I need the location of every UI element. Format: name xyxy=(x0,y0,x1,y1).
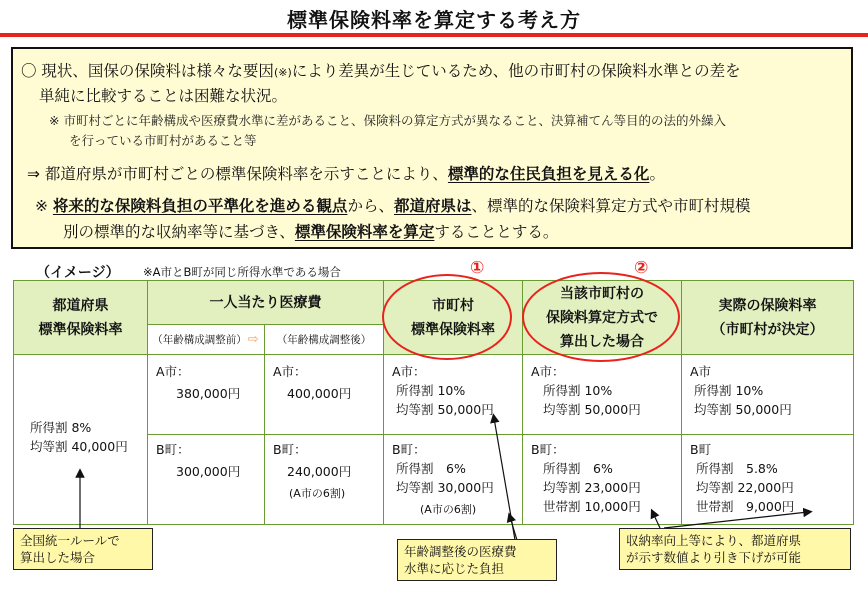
callout-national-rule xyxy=(13,528,153,570)
a-calc-equal: 均等割 50,000円 xyxy=(543,402,641,417)
subheader-after: （年齢構成調整後） xyxy=(265,325,384,355)
b-cost-after: 240,000円 xyxy=(287,464,352,479)
callout-line: 収納率向上等により、都道府県 xyxy=(626,533,802,548)
a-city-name: A市 xyxy=(690,364,712,379)
summary-line-2: 単純に比較することは困難な状況。 xyxy=(39,87,288,105)
page-title: 標準保険料率を算定する考え方 xyxy=(0,4,868,33)
b-muni-note: (A市の6割) xyxy=(420,503,477,516)
b-actual-income: 所得割 5.8% xyxy=(696,461,778,476)
a-cost-after: 400,000円 xyxy=(287,386,352,401)
a-calc-income: 所得割 10% xyxy=(543,383,613,398)
a-city-name: A市： xyxy=(392,364,426,379)
b-town-name: B町： xyxy=(273,442,307,457)
summary-note-1: ※ 市町村ごとに年齢構成や医療費水準に差があること、保険料の算定方式が異なること、決算補てん等目的の法的外繰入 xyxy=(49,113,726,128)
marker-1: ① xyxy=(470,258,485,278)
header-actual-rate: 実際の保険料率 （市町村が決定） xyxy=(682,281,854,355)
callout-line: が示す数値より引き下げが可能 xyxy=(626,550,802,565)
b-actual-household: 世帯割 9,000円 xyxy=(696,499,795,514)
summary-line-1: 〇 現状、国保の保険料は様々な要因(※)により差異が生じているため、他の市町村の保険料水準との差を xyxy=(21,62,741,80)
a-city-name: A市： xyxy=(156,364,190,379)
a-muni-income: 所得割 10% xyxy=(396,383,466,398)
image-label: （イメージ） xyxy=(36,265,120,281)
image-note: ※A市とB町が同じ所得水準である場合 xyxy=(143,265,341,279)
summary-note-2: を行っている市町村があること等 xyxy=(69,133,257,148)
callout-collection-rate xyxy=(619,528,851,570)
b-calc-income: 所得割 6% xyxy=(543,461,613,476)
summary-line-3: ⇒ 都道府県が市町村ごとの標準保険料率を示すことにより、標準的な住民負担を見える化。 xyxy=(27,165,665,183)
b-actual-equal: 均等割 22,000円 xyxy=(696,480,794,495)
callout-line: 水準に応じた負担 xyxy=(404,561,505,576)
a-actual-equal: 均等割 50,000円 xyxy=(694,402,792,417)
header-medical-cost: 一人当たり医療費 xyxy=(148,281,384,325)
summary-line-4: ※ 将来的な保険料負担の平準化を進める観点から、都道府県は、標準的な保険料算定方式や市町村規模 xyxy=(35,197,751,215)
b-town-name: B町 xyxy=(690,442,712,457)
arrow-middle-b xyxy=(510,517,517,540)
b-town-name: B町： xyxy=(392,442,426,457)
b-muni-equal: 均等割 30,000円 xyxy=(396,480,494,495)
b-cost-before: 300,000円 xyxy=(176,464,241,479)
callout-line: 年齢調整後の医療費 xyxy=(404,544,517,559)
a-city-name: A市： xyxy=(531,364,565,379)
a-city-name: A市： xyxy=(273,364,307,379)
right-arrow-icon: ⇨ xyxy=(247,332,259,347)
b-calc-equal: 均等割 23,000円 xyxy=(543,480,641,495)
header-pref-rate: 都道府県 標準保険料率 xyxy=(14,281,148,355)
subheader-before: （年齢構成調整前）⇨ xyxy=(148,325,265,355)
b-town-name: B町： xyxy=(531,442,565,457)
pref-income-rate: 所得割 8% xyxy=(30,420,92,435)
a-muni-equal: 均等割 50,000円 xyxy=(396,402,494,417)
a-cost-before: 380,000円 xyxy=(176,386,241,401)
marker-2: ② xyxy=(634,258,649,278)
callout-line: 全国統一ルールで xyxy=(20,533,120,548)
b-muni-income: 所得割 6% xyxy=(396,461,466,476)
arrow-right-b xyxy=(664,512,808,528)
callout-age-adjusted xyxy=(397,539,557,581)
pref-equal-rate: 均等割 40,000円 xyxy=(30,439,128,454)
b-calc-household: 世帯割 10,000円 xyxy=(543,499,641,514)
callout-line: 算出した場合 xyxy=(20,550,96,565)
b-town-name: B町： xyxy=(156,442,190,457)
arrow-right-a xyxy=(653,513,660,528)
b-cost-note: (A市の6割) xyxy=(289,487,346,500)
header-calc-method: 当該市町村の 保険料算定方式で 算出した場合 xyxy=(523,281,682,355)
summary-line-5: 別の標準的な収納率等に基づき、標準保険料率を算定することとする。 xyxy=(63,223,559,241)
header-muni-rate: 市町村 標準保険料率 xyxy=(384,281,523,355)
a-actual-income: 所得割 10% xyxy=(694,383,764,398)
